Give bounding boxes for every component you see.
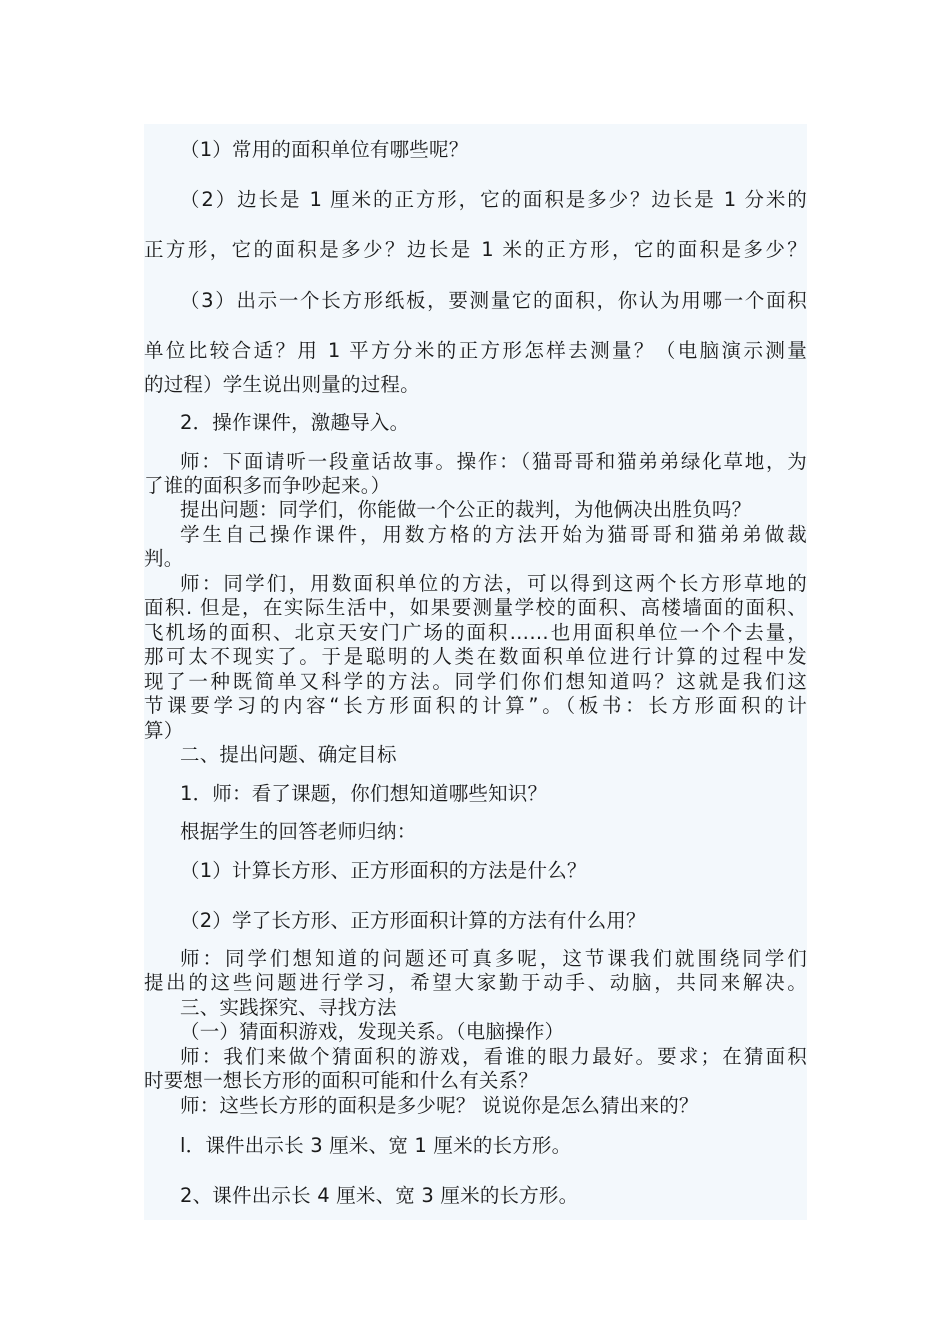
paragraph-line: （1）常用的面积单位有哪些呢？	[180, 138, 469, 161]
paragraph-line: 师：下面请听一段童话故事。操作：（猫哥哥和猫弟弟绿化草地，为	[180, 450, 807, 473]
paragraph-line: 师：我们来做个猜面积的游戏，看谁的眼力最好。要求；在猜面积	[180, 1045, 807, 1068]
paragraph-line: l．课件出示长 3 厘米、宽 1 厘米的长方形。	[180, 1134, 572, 1157]
paragraph-line: 了谁的面积多而争吵起来。）	[144, 474, 391, 497]
paragraph-line: 师：同学们想知道的问题还可真多呢，这节课我们就围绕同学们	[180, 947, 807, 970]
paragraph-line: 学生自己操作课件，用数方格的方法开始为猫哥哥和猫弟弟做裁	[180, 523, 807, 546]
section-heading: 三、实践探究、寻找方法	[180, 996, 397, 1019]
paragraph-line: 1．师：看了课题，你们想知道哪些知识？	[180, 782, 548, 805]
paragraph-line: 提出的这些问题进行学习，希望大家勤于动手、动脑，共同来解决。	[144, 971, 807, 994]
paragraph-line: 根据学生的回答老师归纳：	[180, 820, 417, 843]
paragraph-line: 师：这些长方形的面积是多少呢？ 说说你是怎么猜出来的？	[180, 1094, 699, 1117]
section-heading: 二、提出问题、确定目标	[180, 743, 397, 766]
paragraph-line: 那可太不现实了。于是聪明的人类在数面积单位进行计算的过程中发	[144, 645, 807, 668]
paragraph-line: 节课要学习的内容“长方形面积的计算”。（板书：长方形面积的计	[144, 694, 807, 717]
paragraph-line: 提出问题：同学们，你能做一个公正的裁判，为他俩决出胜负吗？	[180, 498, 752, 521]
paragraph-line: 算）	[144, 719, 184, 742]
paragraph-line: （2）学了长方形、正方形面积计算的方法有什么用？	[180, 909, 646, 932]
paragraph-line: 现了一种既简单又科学的方法。同学们你们想知道吗？这就是我们这	[144, 670, 807, 693]
paragraph-line: （一）猜面积游戏，发现关系。（电脑操作）	[180, 1020, 565, 1043]
paragraph-line: （2）边长是 1 厘米的正方形，它的面积是多少？边长是 1 分米的	[180, 188, 807, 211]
paragraph-line: 正方形，它的面积是多少？边长是 1 米的正方形，它的面积是多少？	[144, 238, 807, 261]
paragraph-line: （1）计算长方形、正方形面积的方法是什么？	[180, 859, 587, 882]
paragraph-line: 2、课件出示长 4 厘米、宽 3 厘米的长方形。	[180, 1184, 579, 1207]
paragraph-line: 的过程）学生说出则量的过程。	[144, 373, 420, 396]
paragraph-line: （3）出示一个长方形纸板，要测量它的面积，你认为用哪一个面积	[180, 289, 807, 312]
paragraph-line: 单位比较合适？用 1 平方分米的正方形怎样去测量？（电脑演示测量	[144, 339, 807, 362]
paragraph-line: 飞机场的面积、北京天安门广场的面积……也用面积单位一个个去量，	[144, 621, 807, 644]
paragraph-line: 时要想一想长方形的面积可能和什么有关系？	[144, 1069, 539, 1092]
paragraph-line: 2．操作课件，激趣导入。	[180, 411, 410, 434]
paragraph-line: 判。	[144, 547, 184, 570]
paragraph-line: 师：同学们，用数面积单位的方法，可以得到这两个长方形草地的	[180, 572, 807, 595]
paragraph-line: 面积. 但是，在实际生活中，如果要测量学校的面积、高楼墙面的面积、	[144, 596, 807, 619]
